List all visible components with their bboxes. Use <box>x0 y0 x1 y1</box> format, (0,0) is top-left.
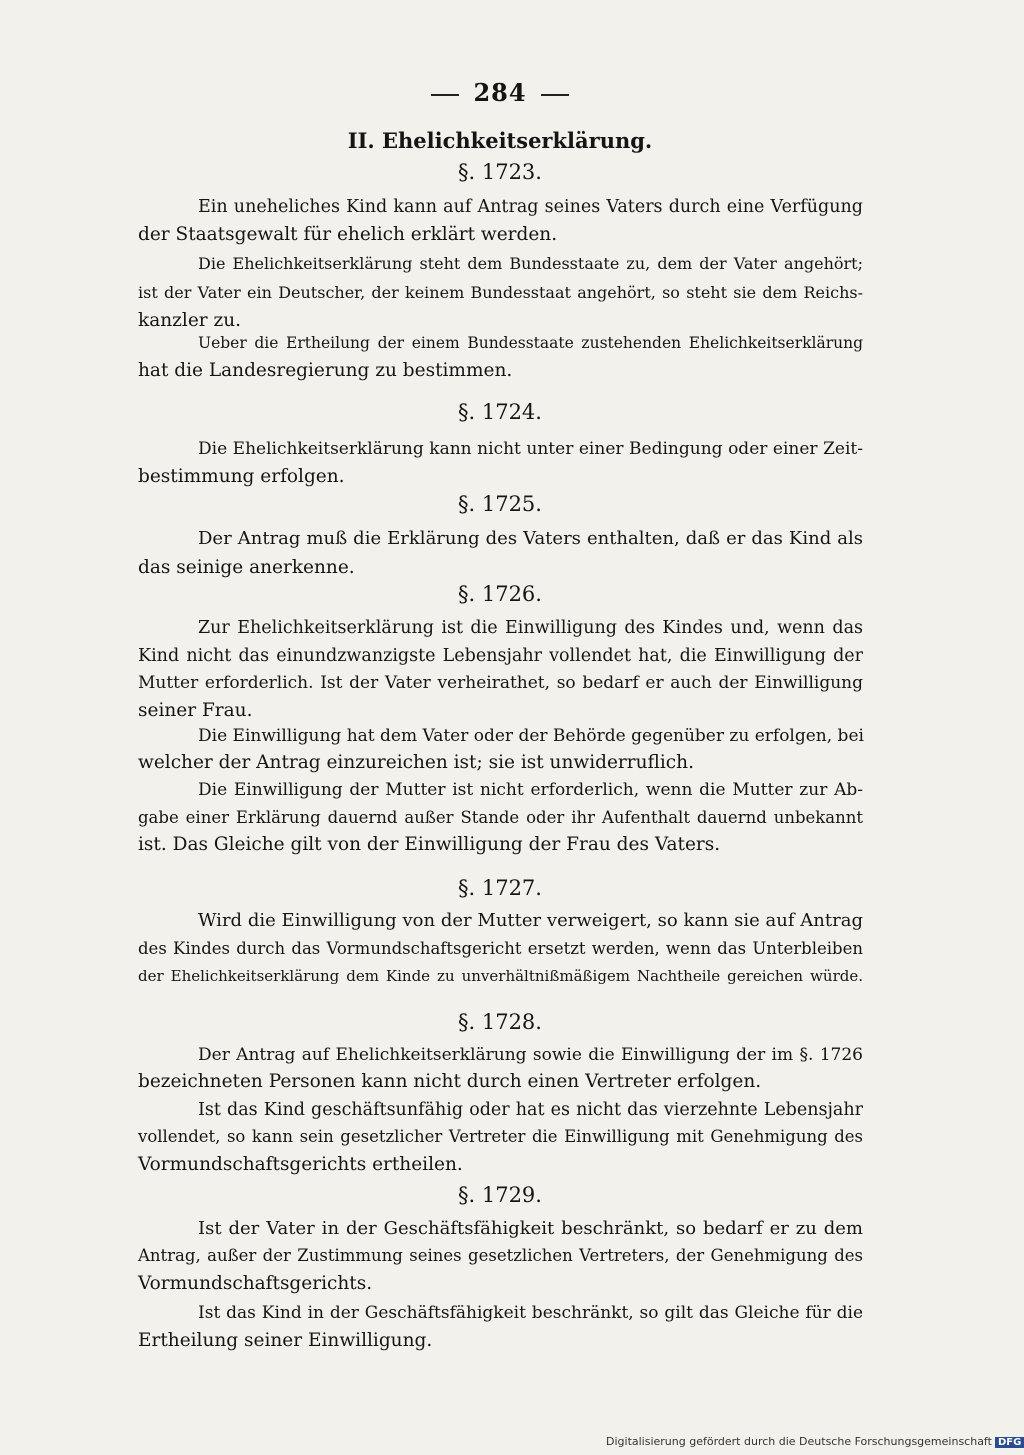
text-line: Der Antrag muß die Erklärung des Vaters enthalten, daß er das Kind als <box>198 528 863 549</box>
paragraph-number-1729: §. 1729. <box>458 1183 542 1207</box>
text-line: Antrag, außer der Zustimmung seines gesetzlichen Vertreters, der Genehmigung des <box>138 1246 863 1265</box>
page-number <box>0 78 1000 107</box>
text-line: der Ehelichkeitserklärung dem Kinde zu unverhältnißmäßigem Nachtheile gereichen würde. <box>138 967 863 985</box>
page-number-dash-right <box>541 94 569 96</box>
text-line: Ist der Vater in der Geschäftsfähigkeit beschränkt, so bedarf er zu dem <box>198 1218 863 1239</box>
text-line: welcher der Antrag einzureichen ist; sie ist unwiderruflich. <box>138 752 694 773</box>
text-line: ist der Vater ein Deutscher, der keinem Bundesstaat angehört, so steht sie dem Reichs- <box>138 283 863 302</box>
text-line: Vormundschaftsgerichts ertheilen. <box>138 1154 463 1175</box>
page-number-value: 284 <box>473 78 527 107</box>
paragraph-number-1727: §. 1727. <box>458 876 542 900</box>
text-line: ist. Das Gleiche gilt von der Einwilligung der Frau des Vaters. <box>138 834 721 855</box>
paragraph-number-1726: §. 1726. <box>458 582 542 606</box>
text-line: Wird die Einwilligung von der Mutter verweigert, so kann sie auf Antrag <box>198 910 863 931</box>
text-line: bezeichneten Personen kann nicht durch einen Vertreter erfolgen. <box>138 1071 762 1092</box>
paragraph-number-1723: §. 1723. <box>458 160 542 184</box>
text-line: Ist das Kind in der Geschäftsfähigkeit beschränkt, so gilt das Gleiche für die <box>198 1303 863 1323</box>
text-line: Die Ehelichkeitserklärung kann nicht unter einer Bedingung oder einer Zeit- <box>198 439 863 459</box>
text-line: Ertheilung seiner Einwilligung. <box>138 1330 433 1351</box>
text-line: Vormundschaftsgerichts. <box>138 1273 373 1294</box>
text-line: Mutter erforderlich. Ist der Vater verheirathet, so bedarf er auch der Einwilligung <box>138 673 863 693</box>
dfg-logo: DFG <box>995 1437 1024 1448</box>
text-line: Ist das Kind geschäftsunfähig oder hat es nicht das vierzehnte Lebensjahr <box>198 1100 863 1120</box>
text-line: vollendet, so kann sein gesetzlicher Vertreter die Einwilligung mit Genehmigung des <box>138 1127 863 1146</box>
paragraph-number-1725: §. 1725. <box>458 492 542 516</box>
text-line: Die Einwilligung der Mutter ist nicht erforderlich, wenn die Mutter zur Ab- <box>198 780 863 800</box>
text-line: Ein uneheliches Kind kann auf Antrag seines Vaters durch eine Verfügung <box>198 197 863 217</box>
text-line: Die Ehelichkeitserklärung steht dem Bundesstaate zu, dem der Vater angehört; <box>198 254 863 273</box>
page-number-dash-left <box>431 94 459 96</box>
digitization-credit <box>606 1435 1024 1448</box>
text-line: gabe einer Erklärung dauernd außer Stande oder ihr Aufenthalt dauernd unbekannt <box>138 808 863 827</box>
text-line: Ueber die Ertheilung der einem Bundesstaate zustehenden Ehelichkeitserklärung <box>198 334 863 352</box>
text-line: des Kindes durch das Vormundschaftsgericht ersetzt werden, wenn das Unterbleiben <box>138 939 863 958</box>
text-line: Die Einwilligung hat dem Vater oder der Behörde gegenüber zu erfolgen, bei <box>198 726 864 746</box>
text-line: hat die Landesregierung zu bestimmen. <box>138 360 513 381</box>
text-line: das seinige anerkenne. <box>138 557 355 578</box>
paragraph-number-1724: §. 1724. <box>458 400 542 424</box>
text-line: der Staatsgewalt für ehelich erklärt werden. <box>138 224 558 245</box>
text-line: Der Antrag auf Ehelichkeitserklärung sowie die Einwilligung der im §. 1726 <box>198 1045 863 1065</box>
section-heading: II. Ehelichkeitserklärung. <box>347 128 653 153</box>
text-line: Zur Ehelichkeitserklärung ist die Einwilligung des Kindes und, wenn das <box>198 618 863 638</box>
text-line: bestimmung erfolgen. <box>138 466 345 487</box>
text-line: seiner Frau. <box>138 700 253 721</box>
paragraph-number-1728: §. 1728. <box>458 1010 542 1034</box>
digitization-credit-text: Digitalisierung gefördert durch die Deutsche Forschungsgemeinschaft <box>606 1435 992 1448</box>
text-line: kanzler zu. <box>138 310 242 331</box>
text-line: Kind nicht das einundzwanzigste Lebensjahr vollendet hat, die Einwilligung der <box>138 646 863 666</box>
